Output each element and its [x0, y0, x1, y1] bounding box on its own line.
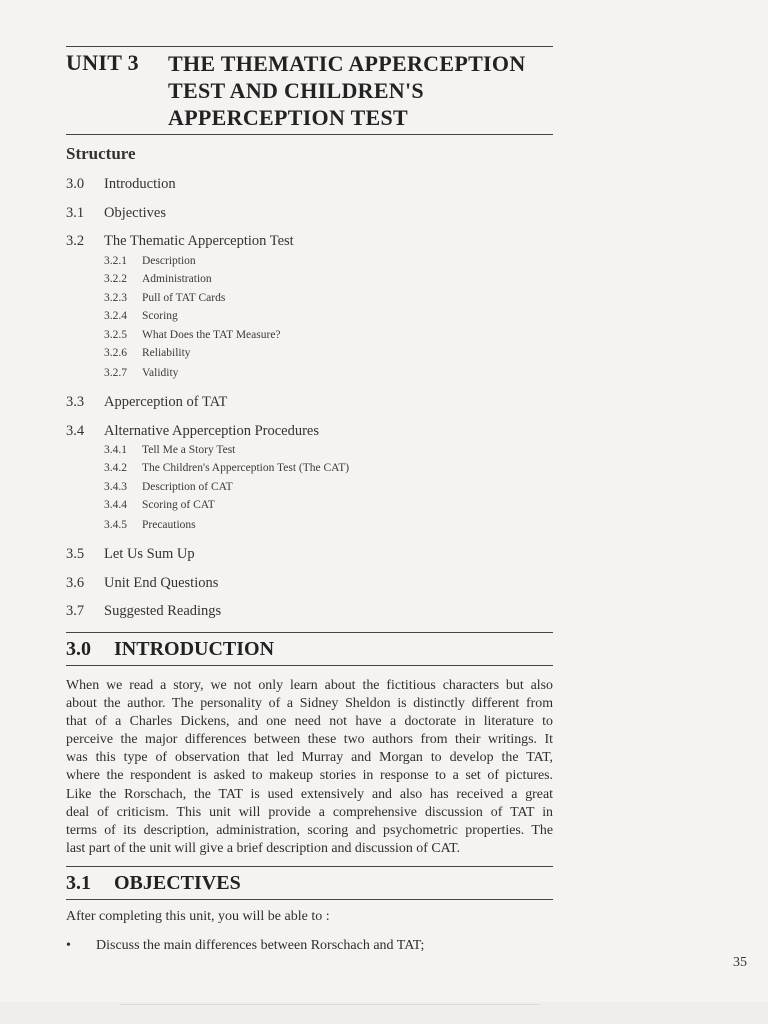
toc-subitem: 3.4.2 The Children's Apperception Test (The CAT)	[104, 462, 350, 474]
introduction-heading: 3.0 INTRODUCTION	[66, 638, 275, 660]
toc-item: 3.3 Apperception of TAT	[66, 394, 228, 410]
toc-subitem: 3.4.4 Scoring of CAT	[104, 499, 215, 511]
paragraph-line: that of a Charles Dickens, and one need not have a doctorate in literature to	[66, 714, 553, 730]
toc-subitem: 3.2.2 Administration	[104, 273, 212, 285]
toc-subitem: 3.2.7 Validity	[104, 367, 179, 379]
paragraph-line: last part of the unit will give a brief description and discussion of CAT.	[66, 840, 461, 856]
paragraph-line: When we read a story, we not only learn about the fictitious characters but also	[66, 678, 553, 693]
paragraph-line: deal of criticism. This unit will provide a comprehensive discussion of TAT in	[66, 804, 553, 820]
section-rule	[66, 866, 553, 867]
unit-title	[168, 50, 563, 131]
title-bottom-rule	[66, 134, 553, 135]
toc-item: 3.6 Unit End Questions	[66, 575, 219, 591]
toc-item: 3.2 The Thematic Apperception Test	[66, 233, 294, 249]
toc-subitem: 3.4.1 Tell Me a Story Test	[104, 444, 236, 456]
toc-subitem: 3.2.1 Description	[104, 255, 196, 267]
toc-item: 3.4 Alternative Apperception Procedures	[66, 423, 320, 439]
objectives-intro: After completing this unit, you will be able to :	[66, 909, 330, 924]
paragraph-line: Like the Rorschach, the TAT is used extensively and also has received a great	[66, 786, 553, 802]
unit-title-line: TEST AND CHILDREN'S	[168, 78, 424, 103]
toc-subitem: 3.2.4 Scoring	[104, 310, 178, 322]
bullet-text: Discuss the main differences between Rorschach and TAT;	[96, 938, 425, 953]
objectives-heading: 3.1 OBJECTIVES	[66, 872, 241, 894]
scan-artifact-line	[120, 1004, 540, 1005]
toc-subitem: 3.2.6 Reliability	[104, 347, 191, 359]
toc-item: 3.5 Let Us Sum Up	[66, 546, 195, 562]
section-rule	[66, 665, 553, 666]
paragraph-line: terms of its description, administration, scoring and psychometric properties. The	[66, 822, 553, 838]
scan-bottom-edge	[0, 1002, 768, 1024]
section-rule	[66, 899, 553, 900]
toc-subitem: 3.2.3 Pull of TAT Cards	[104, 292, 226, 304]
introduction-paragraph	[66, 677, 553, 858]
bullet-icon: •	[66, 938, 71, 953]
bullet-item	[66, 938, 424, 954]
paragraph-line: about the author. The personality of a Sidney Sheldon is distinctly different from	[66, 696, 553, 712]
toc-subitem: 3.4.5 Precautions	[104, 519, 196, 531]
unit-title-line: APPERCEPTION TEST	[168, 105, 409, 130]
toc-subitem: 3.2.5 What Does the TAT Measure?	[104, 329, 281, 341]
toc-subitem: 3.4.3 Description of CAT	[104, 481, 233, 493]
paragraph-line: was this type of observation that led Murray and Morgan to develop the TAT,	[66, 750, 553, 766]
unit-title-line: THE THEMATIC APPERCEPTION	[168, 51, 526, 76]
page-number: 35	[733, 955, 747, 970]
toc-item: 3.7 Suggested Readings	[66, 603, 222, 619]
unit-label: UNIT 3	[66, 50, 139, 75]
section-rule	[66, 632, 553, 633]
paragraph-line: perceive the major differences between these two authors from their writings. It	[66, 732, 553, 748]
toc-item: 3.0 Introduction	[66, 176, 176, 192]
paragraph-line: where the respondent is asked to makeup stories in response to a set of pictures.	[66, 768, 553, 784]
top-rule	[66, 46, 553, 47]
structure-heading: Structure	[66, 144, 136, 163]
toc-item: 3.1 Objectives	[66, 205, 167, 221]
